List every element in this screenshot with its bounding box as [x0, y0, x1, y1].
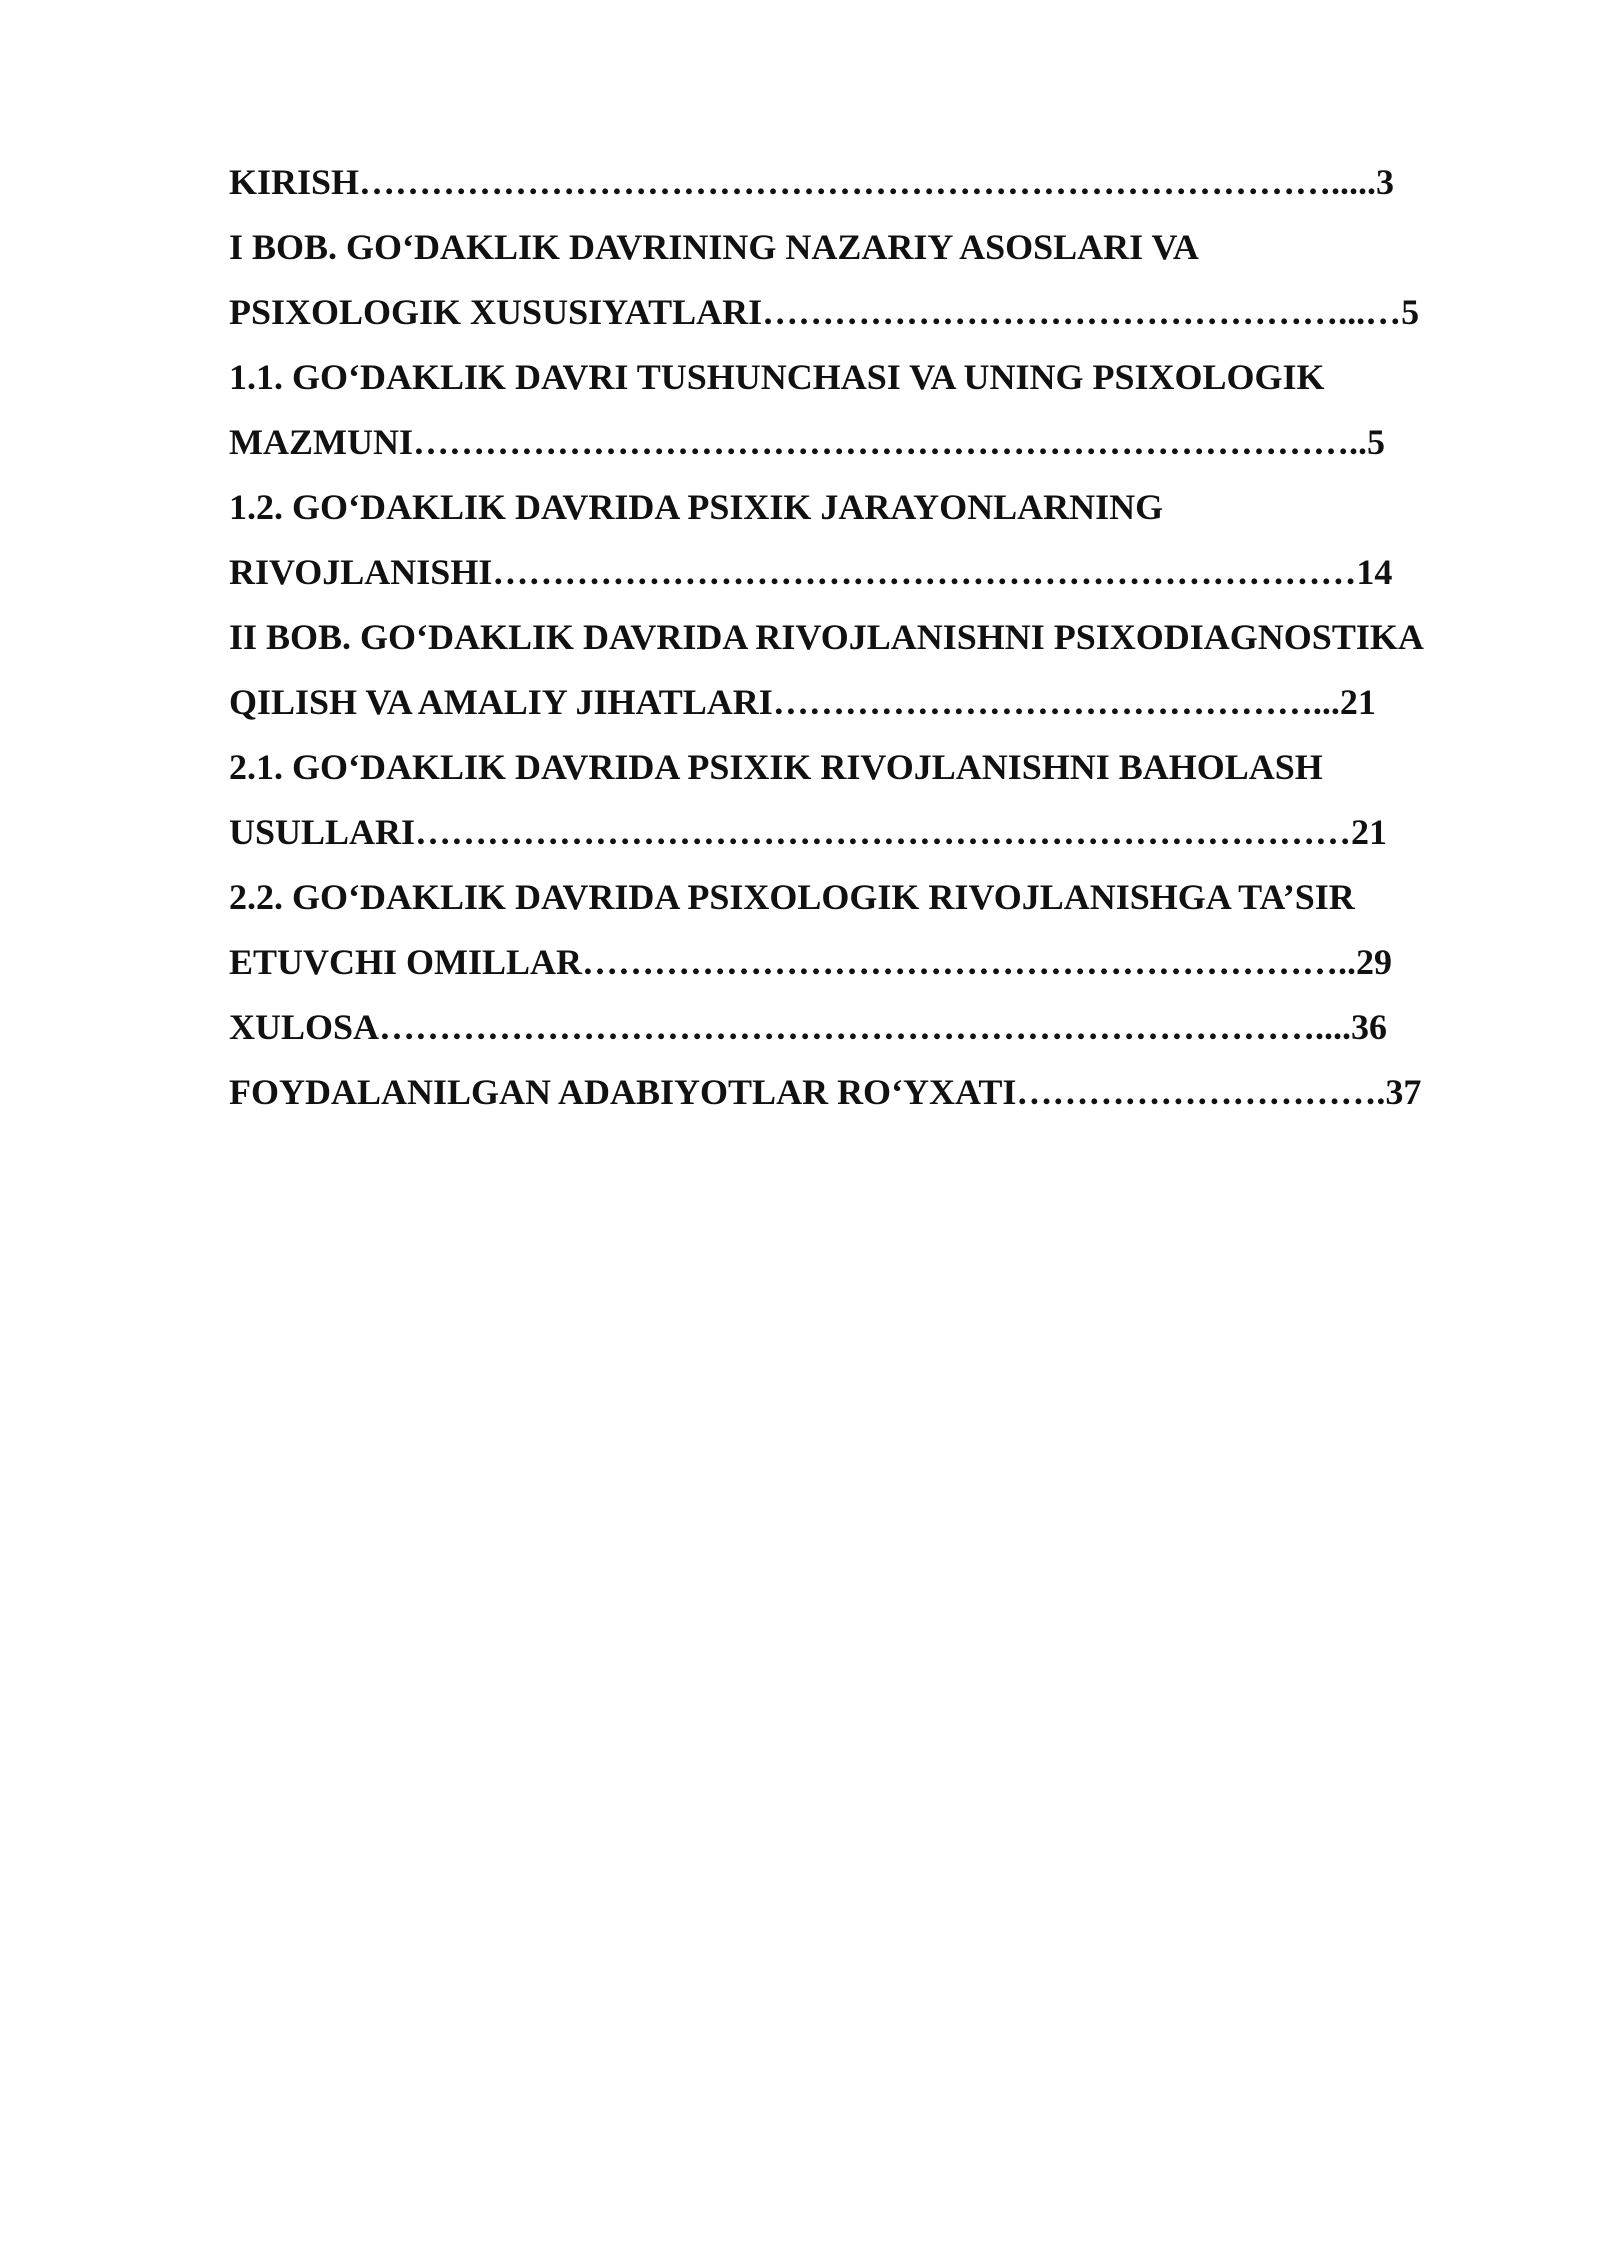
- toc-entry-section-2-2-cont: ETUVCHI OMILLAR………………………………………………………..29: [229, 942, 1393, 982]
- toc-entry-chapter-2-title-cont: QILISH VA AMALIY JIHATLARI………………………………………...21: [229, 682, 1376, 722]
- toc-entry-section-1-1: 1.1. GO‘DAKLIK DAVRI TUSHUNCHASI VA UNING PSIXOLOGIK: [229, 357, 1325, 397]
- toc-entry-bibliography: FOYDALANILGAN ADABIYOTLAR RO‘YXATI………………………….37: [229, 1072, 1422, 1112]
- toc-entry-section-2-1-cont: USULLARI……………………………………………………………………21: [229, 812, 1388, 852]
- toc-entry-section-2-2: 2.2. GO‘DAKLIK DAVRIDA PSIXOLOGIK RIVOJLANISHGA TA’SIR: [229, 877, 1355, 917]
- table-of-contents: [229, 150, 1489, 1125]
- toc-entry-xulosa: XULOSA……………………………………………………………………....36: [229, 1007, 1388, 1047]
- toc-entry-section-1-2-cont: RIVOJLANISHI………………………………………………………………14: [229, 552, 1393, 592]
- toc-entry-chapter-1-title: I BOB. GO‘DAKLIK DAVRINING NAZARIY ASOSLARI VA: [229, 227, 1199, 267]
- toc-entry-section-1-2: 1.2. GO‘DAKLIK DAVRIDA PSIXIK JARAYONLARNING: [229, 487, 1164, 527]
- toc-entry-chapter-1-title-cont: PSIXOLOGIK XUSUSIYATLARI…………………………………………...…5: [229, 292, 1420, 332]
- toc-entry-kirish: KIRISH……………………………………………………………………….....3: [229, 162, 1395, 202]
- toc-entry-section-2-1: 2.1. GO‘DAKLIK DAVRIDA PSIXIK RIVOJLANISHNI BAHOLASH: [229, 747, 1323, 787]
- toc-entry-chapter-2-title: II BOB. GO‘DAKLIK DAVRIDA RIVOJLANISHNI PSIXODIAGNOSTIKA: [229, 617, 1424, 657]
- toc-entry-section-1-1-cont: MAZMUNI……………………………………………………………………..5: [229, 422, 1385, 462]
